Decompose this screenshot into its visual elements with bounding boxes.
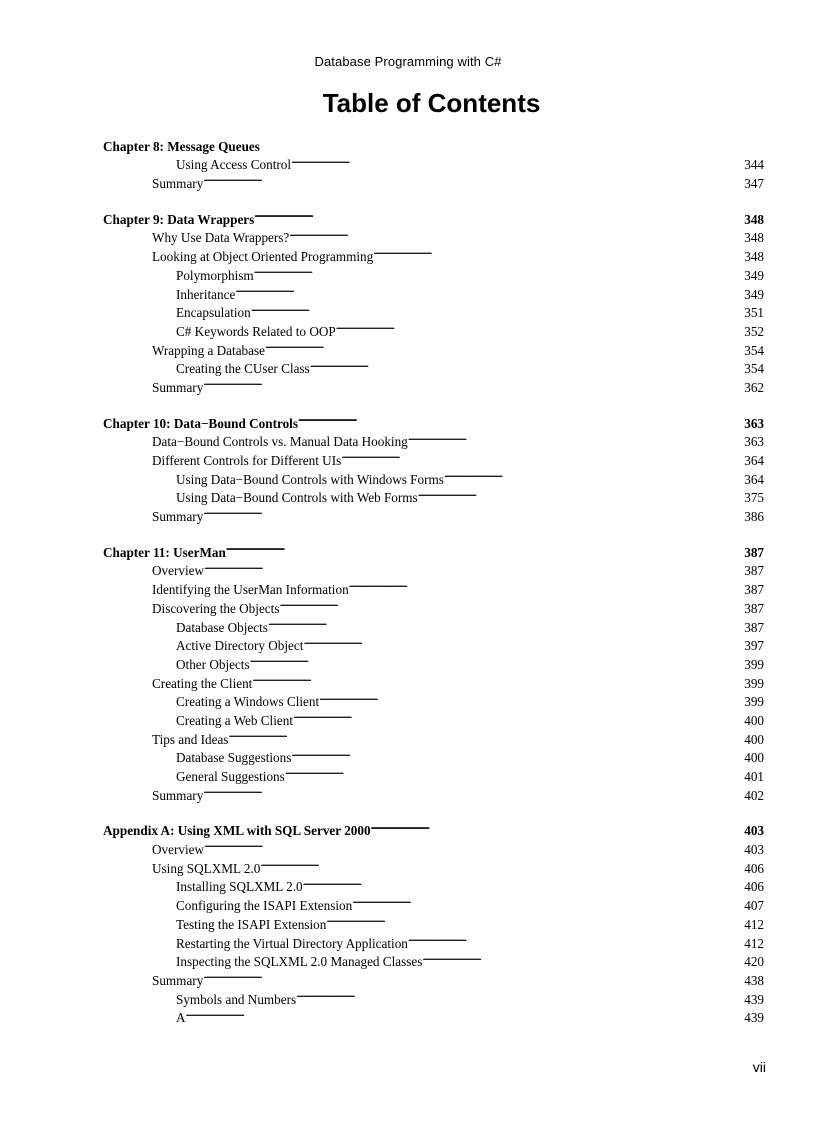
dot-leader [204,557,744,576]
dot-leader [203,502,744,521]
toc-entry-page: 387 [744,600,764,616]
dot-leader [373,242,744,261]
toc-entry-label: Different Controls for Different UIs [152,453,342,468]
toc-entry-page: 399 [744,675,764,691]
toc-entry-label: Overview [152,563,204,579]
toc-entry-page: 354 [744,361,764,377]
toc-entry-page: 420 [744,954,764,970]
toc-entry-page: 364 [744,471,764,487]
dot-leader [303,632,744,651]
chapter-heading[interactable] [103,205,764,227]
dot-leader [186,1004,745,1023]
toc-entry-label: Other Objects [176,656,250,672]
running-header: Database Programming with C# [314,54,502,69]
toc-entry-label: Tips and Ideas [152,731,229,747]
toc-entry-page: 363 [744,434,764,450]
toc-entry-page: 438 [744,972,764,988]
dot-leader [336,317,745,336]
dot-leader [252,669,744,688]
toc-entry-page: 375 [744,490,764,506]
toc-entry-label: Polymorphism [176,267,254,283]
toc-entry-label: Creating the Client [152,675,253,691]
toc-entry-page: 407 [744,898,764,914]
dot-leader [352,891,744,910]
dot-leader [285,762,744,781]
toc-entry-page: 387 [744,619,764,635]
toc-entry-page: 347 [744,176,764,192]
dot-leader [260,132,764,151]
dot-leader [268,613,744,632]
toc-entry-label: General Suggestions [176,769,285,784]
dot-leader [254,205,744,224]
dot-leader [326,910,744,929]
toc-entry-label: Discovering the Objects [152,600,280,616]
dot-leader [250,650,745,669]
toc-entry-page: 400 [744,731,764,747]
dot-leader [265,336,744,355]
toc-entry-page: 412 [744,916,764,932]
toc-entry-label: Summary [152,972,204,988]
toc-entry-label: Installing SQLXML 2.0 [176,879,303,895]
toc-entry-label: A [176,1010,186,1026]
dot-leader [203,781,744,800]
toc-entry-label: Database Objects [176,619,268,635]
toc-entry-page: 399 [744,656,764,672]
toc-entry-label: Encapsulation [176,305,251,321]
chapter-heading[interactable] [103,132,764,154]
toc-entry-page: 412 [744,935,764,951]
toc-entry-label: Chapter 11: UserMan [103,544,226,560]
dot-leader [228,725,744,744]
toc-entry-label: Chapter 10: Data−Bound Controls [103,415,298,431]
chapter-heading[interactable] [103,409,764,431]
dot-leader [254,261,745,280]
toc-entry-page: 352 [744,323,764,339]
chapter-heading[interactable] [103,817,764,839]
toc-entry-page: 397 [744,638,764,654]
toc-entry-label: Appendix A: Using XML with SQL Server 2000 [103,823,371,839]
toc-entry-label: Identifying the UserMan Information [152,582,349,598]
toc-subsection-entry[interactable] [103,1004,764,1026]
toc-entry-page: 349 [744,286,764,302]
toc-entry-page: 402 [744,787,764,803]
toc-entry-page: 401 [744,769,764,784]
toc-entry-page: 349 [744,267,764,283]
toc-entry-label: Overview [152,842,204,858]
toc-entry-label: Summary [152,787,204,803]
toc-entry-label: Active Directory Object [176,638,304,654]
toc-entry-label: Using Data−Bound Controls with Web Forms [176,490,418,506]
toc-entry-page: 348 [744,249,764,265]
dot-leader [408,929,744,948]
toc-entry-page: 406 [744,879,764,895]
toc-entry-page: 439 [744,1010,764,1026]
toc-entry-page: 348 [744,211,764,227]
toc-entry-label: Chapter 9: Data Wrappers [103,211,255,227]
toc-entry-label: Summary [152,176,204,192]
toc-entry-page: 387 [744,544,764,560]
toc-entry-label: Creating a Windows Client [176,694,320,710]
toc-entry-label: Testing the ISAPI Extension [176,916,327,932]
dot-leader [204,835,744,854]
toc-entry-page: 403 [744,823,764,839]
toc-entry-page: 362 [744,379,764,395]
dot-leader [291,744,744,763]
dot-leader [235,280,744,299]
toc-entry-page: 344 [744,157,764,173]
toc-entry-label: Inheritance [176,286,236,302]
toc-entry-label: Using Data−Bound Controls with Windows Forms [176,471,444,487]
toc-entry-page: 439 [744,991,764,1007]
toc-entry-label: C# Keywords Related to OOP [176,323,336,339]
dot-leader [298,409,744,428]
toc-entry-label: Summary [152,509,204,525]
chapter-heading[interactable] [103,538,764,560]
dot-leader [371,817,745,836]
toc-entry-label: Summary [152,379,204,395]
dot-leader [293,706,744,725]
toc-entry-page: 364 [744,453,764,468]
dot-leader [279,594,744,613]
dot-leader [260,854,744,873]
toc-entry-label: Why Use Data Wrappers? [152,230,290,246]
dot-leader [203,966,744,985]
table-of-contents [103,132,764,1026]
toc-entry-label: Creating the CUser Class [176,361,310,377]
toc-entry-page: 351 [744,305,764,321]
toc-entry-page: 363 [744,415,764,431]
page-title: Table of Contents [322,88,541,118]
dot-leader [418,484,745,503]
toc-entry-page: 387 [744,582,764,598]
toc-entry-page: 399 [744,694,764,710]
toc-entry-label: Symbols and Numbers [176,991,297,1007]
toc-entry-label: Creating a Web Client [176,712,293,728]
toc-entry-label: Chapter 8: Message Queues [103,138,260,154]
toc-entry-label: Using SQLXML 2.0 [152,860,261,876]
toc-entry-label: Inspecting the SQLXML 2.0 Managed Classes [176,954,423,970]
toc-entry-page: 400 [744,712,764,728]
toc-entry-label: Configuring the ISAPI Extension [176,898,353,914]
toc-entry-page: 354 [744,342,764,358]
dot-leader [310,355,745,374]
toc-entry-page: 406 [744,860,764,876]
toc-entry-label: Restarting the Virtual Directory Application [176,935,408,951]
page-number: vii [752,1059,766,1075]
toc-entry-label: Looking at Object Oriented Programming [152,249,374,265]
dot-leader [341,446,744,465]
toc-entry-page: 403 [744,842,764,858]
toc-entry-page: 348 [744,230,764,246]
dot-leader [289,224,744,243]
dot-leader [349,575,745,594]
toc-entry-page: 386 [744,509,764,525]
dot-leader [203,373,744,392]
toc-entry-label: Data−Bound Controls vs. Manual Data Hooking [152,434,408,450]
dot-leader [444,465,744,484]
toc-entry-label: Wrapping a Database [152,342,265,358]
dot-leader [303,873,745,892]
dot-leader [319,688,744,707]
dot-leader [291,151,744,170]
dot-leader [296,985,744,1004]
dot-leader [251,299,745,318]
toc-entry-label: Using Access Control [176,157,292,173]
toc-entry-label: Database Suggestions [176,750,292,766]
dot-leader [408,428,744,447]
toc-entry-page: 400 [744,750,764,766]
dot-leader [203,169,744,188]
toc-entry-page: 387 [744,563,764,579]
dot-leader [226,538,744,557]
dot-leader [422,948,744,967]
